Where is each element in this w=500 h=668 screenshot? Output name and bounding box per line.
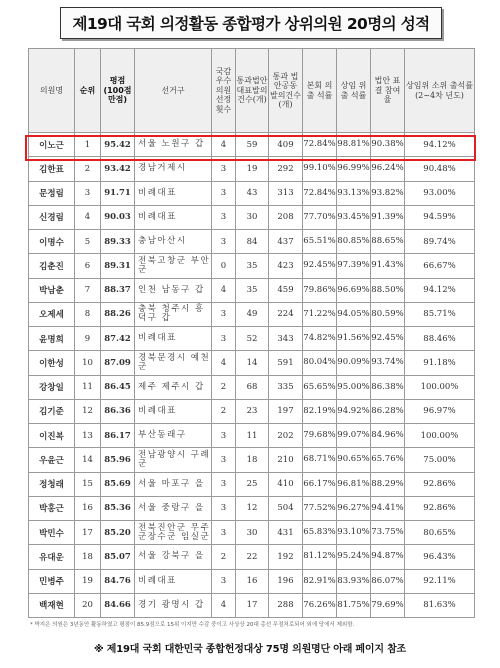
vote-participation-cell: 88.50% bbox=[371, 278, 405, 302]
vote-participation-cell: 93.74% bbox=[371, 351, 405, 375]
bills-cosponsored-cell: 410 bbox=[269, 472, 303, 496]
committee-attendance-cell: 95.00% bbox=[337, 375, 371, 399]
vote-participation-cell: 94.41% bbox=[371, 496, 405, 520]
bills-representative-cell: 43 bbox=[236, 181, 269, 205]
subcommittee-attendance-cell: 81.63% bbox=[405, 593, 475, 617]
audit-awards-cell: 3 bbox=[212, 157, 236, 181]
table-row bbox=[29, 327, 475, 351]
table-row bbox=[29, 351, 475, 375]
plenary-attendance-cell: 65.83% bbox=[303, 521, 337, 545]
score-cell: 88.37 bbox=[101, 278, 135, 302]
rank-cell: 2 bbox=[75, 157, 101, 181]
plenary-attendance-cell: 65.65% bbox=[303, 375, 337, 399]
score-cell: 85.20 bbox=[101, 521, 135, 545]
plenary-attendance-cell: 80.04% bbox=[303, 351, 337, 375]
table-row bbox=[29, 545, 475, 569]
header-score: 평점 (100점 만점) bbox=[101, 49, 135, 133]
bills-representative-cell: 35 bbox=[236, 278, 269, 302]
district-cell: 경기 광명시 갑 bbox=[135, 593, 212, 617]
table-row bbox=[29, 496, 475, 520]
audit-awards-cell: 3 bbox=[212, 448, 236, 472]
rank-cell: 12 bbox=[75, 399, 101, 423]
rank-cell: 11 bbox=[75, 375, 101, 399]
rank-cell: 17 bbox=[75, 521, 101, 545]
table-row bbox=[29, 230, 475, 254]
table-row bbox=[29, 593, 475, 617]
vote-participation-cell: 80.59% bbox=[371, 302, 405, 326]
district-cell: 비례대표 bbox=[135, 399, 212, 423]
committee-attendance-cell: 81.75% bbox=[337, 593, 371, 617]
score-cell: 86.36 bbox=[101, 399, 135, 423]
committee-attendance-cell: 94.05% bbox=[337, 302, 371, 326]
vote-participation-cell: 92.45% bbox=[371, 327, 405, 351]
subcommittee-attendance-cell: 100.00% bbox=[405, 424, 475, 448]
district-cell: 전남광양시 구례군 bbox=[135, 448, 212, 472]
table-row bbox=[29, 181, 475, 205]
member-name-cell: 김춘진 bbox=[29, 254, 75, 278]
subcommittee-attendance-cell: 91.18% bbox=[405, 351, 475, 375]
score-cell: 84.66 bbox=[101, 593, 135, 617]
bills-cosponsored-cell: 431 bbox=[269, 521, 303, 545]
bills-representative-cell: 68 bbox=[236, 375, 269, 399]
audit-awards-cell: 3 bbox=[212, 181, 236, 205]
table-row bbox=[29, 569, 475, 593]
score-cell: 89.31 bbox=[101, 254, 135, 278]
audit-awards-cell: 3 bbox=[212, 569, 236, 593]
score-cell: 84.76 bbox=[101, 569, 135, 593]
bills-representative-cell: 30 bbox=[236, 205, 269, 229]
header-audit-awards: 국감 우수 의원 선정 횟수 bbox=[212, 49, 236, 133]
subcommittee-attendance-cell: 75.00% bbox=[405, 448, 475, 472]
bills-representative-cell: 52 bbox=[236, 327, 269, 351]
footnote: * 박지은 의원은 3년동안 활동하였고 평점이 85.9점으로 15위 이지만 수감 중이고 사상상 20대 총선 무점처로되어 외에 당에서 제외함. bbox=[30, 622, 355, 628]
bills-cosponsored-cell: 208 bbox=[269, 205, 303, 229]
bills-cosponsored-cell: 343 bbox=[269, 327, 303, 351]
subcommittee-attendance-cell: 92.11% bbox=[405, 569, 475, 593]
subcommittee-attendance-cell: 100.00% bbox=[405, 375, 475, 399]
header-subcommittee-attendance: 상임위 소위 출석률 (2~4차 년도) bbox=[405, 49, 475, 133]
member-name-cell: 유대운 bbox=[29, 545, 75, 569]
member-name-cell: 이노근 bbox=[29, 133, 75, 157]
district-cell: 서울 중랑구 을 bbox=[135, 496, 212, 520]
plenary-attendance-cell: 82.19% bbox=[303, 399, 337, 423]
audit-awards-cell: 4 bbox=[212, 278, 236, 302]
audit-awards-cell: 3 bbox=[212, 327, 236, 351]
table-row bbox=[29, 157, 475, 181]
vote-participation-cell: 88.29% bbox=[371, 472, 405, 496]
footer-note: ※ 제19대 국회 대한민국 종합헌정대상 75명 의원명단 아래 페이지 참조 bbox=[93, 644, 407, 655]
bills-cosponsored-cell: 423 bbox=[269, 254, 303, 278]
district-cell: 경북문경시 예천군 bbox=[135, 351, 212, 375]
bills-cosponsored-cell: 335 bbox=[269, 375, 303, 399]
bills-representative-cell: 23 bbox=[236, 399, 269, 423]
rank-cell: 7 bbox=[75, 278, 101, 302]
member-name-cell: 이명수 bbox=[29, 230, 75, 254]
bills-cosponsored-cell: 437 bbox=[269, 230, 303, 254]
subcommittee-attendance-cell: 90.48% bbox=[405, 157, 475, 181]
bills-representative-cell: 30 bbox=[236, 521, 269, 545]
rank-cell: 13 bbox=[75, 424, 101, 448]
bills-representative-cell: 59 bbox=[236, 133, 269, 157]
header-vote-participation: 법안 표결 참여율 bbox=[371, 49, 405, 133]
vote-participation-cell: 88.65% bbox=[371, 230, 405, 254]
subcommittee-attendance-cell: 88.46% bbox=[405, 327, 475, 351]
rank-cell: 20 bbox=[75, 593, 101, 617]
district-cell: 전북진안군 무주군장수군 임실군 bbox=[135, 521, 212, 545]
bills-representative-cell: 14 bbox=[236, 351, 269, 375]
header-district: 선거구 bbox=[135, 49, 212, 133]
bills-representative-cell: 19 bbox=[236, 157, 269, 181]
audit-awards-cell: 3 bbox=[212, 424, 236, 448]
rank-cell: 14 bbox=[75, 448, 101, 472]
rank-cell: 5 bbox=[75, 230, 101, 254]
table-row bbox=[29, 521, 475, 545]
committee-attendance-cell: 99.07% bbox=[337, 424, 371, 448]
audit-awards-cell: 3 bbox=[212, 496, 236, 520]
committee-attendance-cell: 90.65% bbox=[337, 448, 371, 472]
bills-representative-cell: 16 bbox=[236, 569, 269, 593]
rank-cell: 19 bbox=[75, 569, 101, 593]
vote-participation-cell: 86.28% bbox=[371, 399, 405, 423]
subcommittee-attendance-cell: 92.86% bbox=[405, 496, 475, 520]
bills-cosponsored-cell: 210 bbox=[269, 448, 303, 472]
rank-cell: 4 bbox=[75, 205, 101, 229]
district-cell: 서울 강북구 을 bbox=[135, 545, 212, 569]
audit-awards-cell: 3 bbox=[212, 230, 236, 254]
committee-attendance-cell: 80.85% bbox=[337, 230, 371, 254]
member-name-cell: 김한표 bbox=[29, 157, 75, 181]
bills-cosponsored-cell: 459 bbox=[269, 278, 303, 302]
score-cell: 90.03 bbox=[101, 205, 135, 229]
plenary-attendance-cell: 68.71% bbox=[303, 448, 337, 472]
member-name-cell: 이한성 bbox=[29, 351, 75, 375]
bills-representative-cell: 11 bbox=[236, 424, 269, 448]
member-name-cell: 윤명희 bbox=[29, 327, 75, 351]
bills-cosponsored-cell: 192 bbox=[269, 545, 303, 569]
plenary-attendance-cell: 77.52% bbox=[303, 496, 337, 520]
plenary-attendance-cell: 99.10% bbox=[303, 157, 337, 181]
subcommittee-attendance-cell: 66.67% bbox=[405, 254, 475, 278]
member-name-cell: 박남춘 bbox=[29, 278, 75, 302]
rank-cell: 9 bbox=[75, 327, 101, 351]
table-row bbox=[29, 205, 475, 229]
table-row bbox=[29, 424, 475, 448]
subcommittee-attendance-cell: 96.97% bbox=[405, 399, 475, 423]
table-row bbox=[29, 448, 475, 472]
committee-attendance-cell: 95.24% bbox=[337, 545, 371, 569]
vote-participation-cell: 65.76% bbox=[371, 448, 405, 472]
district-cell: 충남아산시 bbox=[135, 230, 212, 254]
vote-participation-cell: 93.82% bbox=[371, 181, 405, 205]
score-cell: 85.96 bbox=[101, 448, 135, 472]
bills-cosponsored-cell: 292 bbox=[269, 157, 303, 181]
audit-awards-cell: 4 bbox=[212, 593, 236, 617]
header-bills-cosponsored: 통과 법안공동 발의건수 (개) bbox=[269, 49, 303, 133]
district-cell: 비례대표 bbox=[135, 569, 212, 593]
audit-awards-cell: 3 bbox=[212, 521, 236, 545]
table-row bbox=[29, 399, 475, 423]
bills-representative-cell: 22 bbox=[236, 545, 269, 569]
header-bills-representative: 통과법안 대표발의 건수(개) bbox=[236, 49, 269, 133]
score-cell: 87.42 bbox=[101, 327, 135, 351]
plenary-attendance-cell: 76.26% bbox=[303, 593, 337, 617]
score-cell: 91.71 bbox=[101, 181, 135, 205]
subcommittee-attendance-cell: 92.86% bbox=[405, 472, 475, 496]
bills-representative-cell: 18 bbox=[236, 448, 269, 472]
plenary-attendance-cell: 72.84% bbox=[303, 133, 337, 157]
member-name-cell: 김기준 bbox=[29, 399, 75, 423]
vote-participation-cell: 91.39% bbox=[371, 205, 405, 229]
district-cell: 비례대표 bbox=[135, 205, 212, 229]
district-cell: 비례대표 bbox=[135, 327, 212, 351]
subcommittee-attendance-cell: 94.12% bbox=[405, 133, 475, 157]
bills-representative-cell: 17 bbox=[236, 593, 269, 617]
bills-representative-cell: 84 bbox=[236, 230, 269, 254]
member-name-cell: 박홍근 bbox=[29, 496, 75, 520]
committee-attendance-cell: 96.99% bbox=[337, 157, 371, 181]
bills-representative-cell: 49 bbox=[236, 302, 269, 326]
bills-cosponsored-cell: 196 bbox=[269, 569, 303, 593]
bills-cosponsored-cell: 197 bbox=[269, 399, 303, 423]
district-cell: 비례대표 bbox=[135, 181, 212, 205]
plenary-attendance-cell: 74.82% bbox=[303, 327, 337, 351]
table-row bbox=[29, 375, 475, 399]
score-cell: 95.42 bbox=[101, 133, 135, 157]
score-cell: 86.17 bbox=[101, 424, 135, 448]
member-name-cell: 오제세 bbox=[29, 302, 75, 326]
audit-awards-cell: 3 bbox=[212, 302, 236, 326]
committee-attendance-cell: 96.81% bbox=[337, 472, 371, 496]
score-cell: 85.36 bbox=[101, 496, 135, 520]
bills-cosponsored-cell: 504 bbox=[269, 496, 303, 520]
member-name-cell: 이진복 bbox=[29, 424, 75, 448]
member-name-cell: 백재현 bbox=[29, 593, 75, 617]
member-name-cell: 강창일 bbox=[29, 375, 75, 399]
score-cell: 89.33 bbox=[101, 230, 135, 254]
bills-representative-cell: 12 bbox=[236, 496, 269, 520]
header-plenary-attendance: 본회 의출 석률 bbox=[303, 49, 337, 133]
plenary-attendance-cell: 65.51% bbox=[303, 230, 337, 254]
score-cell: 87.09 bbox=[101, 351, 135, 375]
audit-awards-cell: 2 bbox=[212, 399, 236, 423]
rank-cell: 15 bbox=[75, 472, 101, 496]
subcommittee-attendance-cell: 89.74% bbox=[405, 230, 475, 254]
district-cell: 경남거제시 bbox=[135, 157, 212, 181]
ranking-table bbox=[28, 48, 475, 618]
bills-cosponsored-cell: 313 bbox=[269, 181, 303, 205]
plenary-attendance-cell: 92.45% bbox=[303, 254, 337, 278]
member-name-cell: 정청래 bbox=[29, 472, 75, 496]
committee-attendance-cell: 98.81% bbox=[337, 133, 371, 157]
district-cell: 인천 남동구 갑 bbox=[135, 278, 212, 302]
member-name-cell: 박민수 bbox=[29, 521, 75, 545]
vote-participation-cell: 96.24% bbox=[371, 157, 405, 181]
subcommittee-attendance-cell: 93.00% bbox=[405, 181, 475, 205]
vote-participation-cell: 86.07% bbox=[371, 569, 405, 593]
bills-cosponsored-cell: 288 bbox=[269, 593, 303, 617]
audit-awards-cell: 3 bbox=[212, 472, 236, 496]
audit-awards-cell: 4 bbox=[212, 133, 236, 157]
rank-cell: 8 bbox=[75, 302, 101, 326]
table-row bbox=[29, 302, 475, 326]
subcommittee-attendance-cell: 94.12% bbox=[405, 278, 475, 302]
subcommittee-attendance-cell: 96.43% bbox=[405, 545, 475, 569]
table-row bbox=[29, 472, 475, 496]
member-name-cell: 문정림 bbox=[29, 181, 75, 205]
committee-attendance-cell: 91.56% bbox=[337, 327, 371, 351]
plenary-attendance-cell: 72.84% bbox=[303, 181, 337, 205]
committee-attendance-cell: 93.13% bbox=[337, 181, 371, 205]
table-row bbox=[29, 278, 475, 302]
bills-cosponsored-cell: 224 bbox=[269, 302, 303, 326]
bills-cosponsored-cell: 591 bbox=[269, 351, 303, 375]
rank-cell: 18 bbox=[75, 545, 101, 569]
vote-participation-cell: 90.38% bbox=[371, 133, 405, 157]
audit-awards-cell: 2 bbox=[212, 375, 236, 399]
vote-participation-cell: 79.69% bbox=[371, 593, 405, 617]
rank-cell: 6 bbox=[75, 254, 101, 278]
audit-awards-cell: 2 bbox=[212, 545, 236, 569]
title-box bbox=[60, 7, 442, 39]
vote-participation-cell: 91.43% bbox=[371, 254, 405, 278]
audit-awards-cell: 3 bbox=[212, 205, 236, 229]
score-cell: 85.69 bbox=[101, 472, 135, 496]
district-cell: 부산동래구 bbox=[135, 424, 212, 448]
district-cell: 충북 청주시 흥덕구 갑 bbox=[135, 302, 212, 326]
plenary-attendance-cell: 66.17% bbox=[303, 472, 337, 496]
rank-cell: 3 bbox=[75, 181, 101, 205]
score-cell: 88.26 bbox=[101, 302, 135, 326]
district-cell: 전북고창군 부안군 bbox=[135, 254, 212, 278]
vote-participation-cell: 73.75% bbox=[371, 521, 405, 545]
committee-attendance-cell: 96.27% bbox=[337, 496, 371, 520]
plenary-attendance-cell: 79.86% bbox=[303, 278, 337, 302]
rank-cell: 10 bbox=[75, 351, 101, 375]
bills-representative-cell: 25 bbox=[236, 472, 269, 496]
district-cell: 서울 노원구 갑 bbox=[135, 133, 212, 157]
page-title: 제19대 국회 의정활동 종합평가 상위의원 20명의 성적 bbox=[72, 15, 430, 33]
vote-participation-cell: 86.38% bbox=[371, 375, 405, 399]
bills-cosponsored-cell: 202 bbox=[269, 424, 303, 448]
district-cell: 서울 마포구 을 bbox=[135, 472, 212, 496]
header-committee-attendance: 상임 위출 석률 bbox=[337, 49, 371, 133]
bills-representative-cell: 35 bbox=[236, 254, 269, 278]
plenary-attendance-cell: 81.12% bbox=[303, 545, 337, 569]
header-rank: 순위 bbox=[75, 49, 101, 133]
committee-attendance-cell: 96.69% bbox=[337, 278, 371, 302]
table-row bbox=[29, 133, 475, 157]
plenary-attendance-cell: 77.70% bbox=[303, 205, 337, 229]
table-row bbox=[29, 254, 475, 278]
committee-attendance-cell: 97.39% bbox=[337, 254, 371, 278]
committee-attendance-cell: 94.92% bbox=[337, 399, 371, 423]
member-name-cell: 민병주 bbox=[29, 569, 75, 593]
committee-attendance-cell: 90.09% bbox=[337, 351, 371, 375]
header-name: 의원명 bbox=[29, 49, 75, 133]
plenary-attendance-cell: 79.68% bbox=[303, 424, 337, 448]
audit-awards-cell: 0 bbox=[212, 254, 236, 278]
member-name-cell: 우윤근 bbox=[29, 448, 75, 472]
subcommittee-attendance-cell: 94.59% bbox=[405, 205, 475, 229]
rank-cell: 1 bbox=[75, 133, 101, 157]
plenary-attendance-cell: 82.91% bbox=[303, 569, 337, 593]
subcommittee-attendance-cell: 85.71% bbox=[405, 302, 475, 326]
vote-participation-cell: 94.87% bbox=[371, 545, 405, 569]
rank-cell: 16 bbox=[75, 496, 101, 520]
member-name-cell: 신경림 bbox=[29, 205, 75, 229]
subcommittee-attendance-cell: 80.65% bbox=[405, 521, 475, 545]
score-cell: 93.42 bbox=[101, 157, 135, 181]
committee-attendance-cell: 93.10% bbox=[337, 521, 371, 545]
district-cell: 제주 제주시 갑 bbox=[135, 375, 212, 399]
audit-awards-cell: 4 bbox=[212, 351, 236, 375]
header-row bbox=[29, 49, 475, 133]
score-cell: 86.45 bbox=[101, 375, 135, 399]
plenary-attendance-cell: 71.22% bbox=[303, 302, 337, 326]
bills-cosponsored-cell: 409 bbox=[269, 133, 303, 157]
score-cell: 85.07 bbox=[101, 545, 135, 569]
committee-attendance-cell: 83.93% bbox=[337, 569, 371, 593]
committee-attendance-cell: 93.45% bbox=[337, 205, 371, 229]
vote-participation-cell: 84.96% bbox=[371, 424, 405, 448]
